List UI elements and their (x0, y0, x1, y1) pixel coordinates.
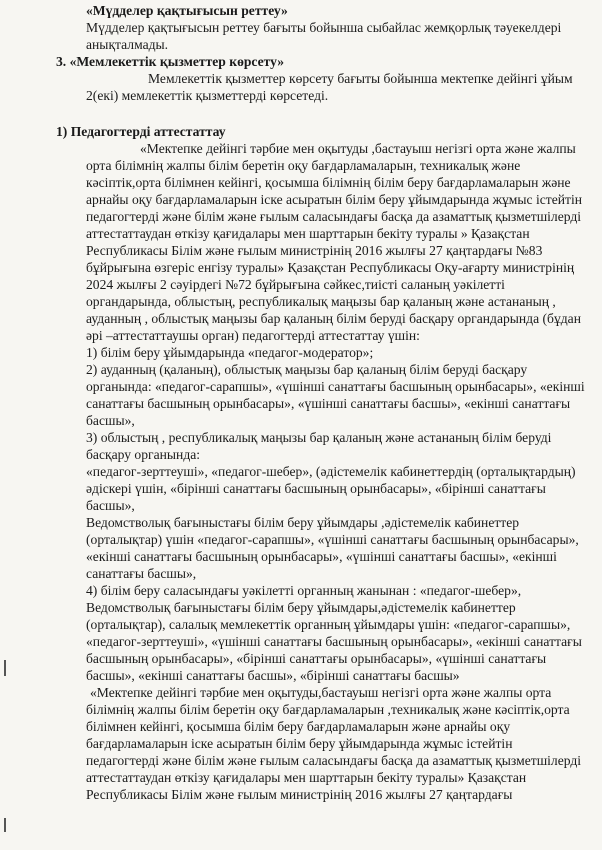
text-line: «Мектепке дейінгі тәрбие мен оқытуды ,бастауыш негізгі орта және жалпы (140, 141, 576, 156)
text-line: кәсіптік,орта білімнен кейінгі, қосымша білімнің білім беру бағдарламаларын және (86, 175, 571, 190)
text-line: (орталықтар) үшін «педагог-сарапшы», «үшінші санаттағы басшының орынбасары», (86, 532, 579, 547)
text-line: педагогтерді және білім және ғылым саласындағы басқа да азаматтық қызметшілерді (86, 753, 582, 768)
text-line: Мемлекеттік қызметтер көрсету бағыты бойынша мектепке дейінгі ұйым (148, 71, 573, 86)
section-heading: 1) Педагогтерді аттестаттау (56, 124, 226, 139)
text-line: (орталықтар), салалық мемлекеттік органның ұйымдары үшін: «педагог-сарапшы», (86, 617, 571, 632)
text-line: басшының орынбасары», «бірінші санаттағы орынбасары», «үшінші санаттағы (86, 651, 547, 666)
section-heading: «Мүдделер қақтығысын реттеу» (86, 3, 288, 18)
text-line: білімнен кейінгі, қосымша білім беру бағдарламаларын және арнайы оқу (86, 719, 511, 734)
text-line: органында: «педагог-сарапшы», «үшінші санаттағы басшының орынбасары», «екінші (86, 379, 585, 394)
text-line: арнайы оқу бағдарламаларын іске асыратын білім беру ұйымдарында жұмыс істейтін (86, 192, 583, 207)
text-line: 3) облыстың , республикалық маңызы бар қаланың және астананың білім беруді (86, 430, 552, 445)
text-line: басшы», (86, 498, 135, 513)
text-line: 1) білім беру ұйымдарында «педагог-модератор»; (86, 345, 374, 360)
text-line: 4) білім беру саласындағы уәкілетті органның жанынан : «педагог-шебер», (86, 583, 522, 598)
section-heading: 3. «Мемлекеттік қызметтер көрсету» (56, 54, 285, 69)
text-line: басшы», «екінші санаттағы басшы», «бірінші санаттағы басшы» (86, 668, 460, 683)
text-line: «педагог-зерттеуші», «үшінші санаттағы басшының орынбасары», «екінші санаттағы (86, 634, 582, 649)
text-line: анықталмады. (86, 37, 169, 52)
text-line: Ведомстволық бағыныстағы білім беру ұйымдары,әдістемелік кабинеттер (86, 600, 516, 615)
text-line: ауданның , облыстық маңызы бар қаланың білім беруді басқару органдарында (бұдан (86, 311, 581, 326)
text-line: Республикасы Білім және ғылым министрінің 2016 жылғы 27 қаңтардағы (86, 787, 513, 802)
text-line: Республикасы Білім және ғылым министрінің 2016 жылғы 27 қаңтардағы №83 (86, 243, 543, 258)
text-line: бағдарламаларын іске асыратын білім беру ұйымдарында жұмыс істейтін (86, 736, 513, 751)
text-line: «Мектепке дейінгі тәрбие мен оқытуды,бастауыш негізгі орта және жалпы орта (90, 685, 552, 700)
text-line: 2024 жылғы 2 сәуірдегі №72 бұйрығына сәйкес,тиісті саланың уәкілетті (86, 277, 505, 292)
text-line: білімнің жалпы білім беретін оқу бағдарламаларын ,техникалық және кәсіптік,орта (86, 702, 570, 717)
text-line: органдарында, облыстың, республикалық маңызы бар қаланың және астананың , (86, 294, 556, 309)
text-line: әдіскері үшін, «бірінші санаттағы басшының орынбасары», «бірінші санаттағы (86, 481, 546, 496)
text-line: «педагог-зерттеуші», «педагог-шебер», (әдістемелік кабинеттердің (орталықтардың) (86, 464, 576, 479)
text-line: «екінші санаттағы басшының орынбасары», «үшінші санаттағы басшы», «екінші (86, 549, 557, 564)
text-line: аттестаттаудан өткізу қағидалары мен шарттарын бекіту туралы » Қазақстан (86, 226, 530, 241)
text-line: 2(екі) мемлекеттік қызметтерді көрсетеді. (86, 88, 329, 103)
text-line: басшы», (86, 413, 135, 428)
text-line: педагогтерді және білім және ғылым саласындағы басқа да азаматтық қызметшілерді (86, 209, 582, 224)
scan-edge-mark (4, 660, 6, 676)
text-line: Ведомстволық бағыныстағы білім беру ұйымдары ,әдістемелік кабинеттер (86, 515, 520, 530)
text-line: Мүдделер қақтығысын реттеу бағыты бойынша сыбайлас жемқорлық тәуекелдері (86, 20, 562, 35)
scan-edge-mark (4, 818, 6, 832)
text-line: санаттағы басшының орынбасары», «үшінші санаттағы басшы», «екінші санаттағы (86, 396, 571, 411)
text-line: бұйрығына өзгеріс енгізу туралы» Қазақстан Республикасы Оқу-ағарту министрінің (86, 260, 575, 275)
text-line: санаттағы басшы», (86, 566, 197, 581)
text-line: әрі –аттестаттаушы орган) педагогтерді аттестаттау үшін: (86, 328, 420, 343)
text-line: орта білімнің жалпы білім беретін оқу бағдарламаларын, техникалық және (86, 158, 521, 173)
text-line: аттестаттаудан өткізу қағидалары мен шарттарын бекіту туралы» Қазақстан (86, 770, 527, 785)
text-line: басқару органында: (86, 447, 201, 462)
text-line: 2) ауданның (қаланың), облыстық маңызы бар қаланың білім беруді басқару (86, 362, 528, 377)
